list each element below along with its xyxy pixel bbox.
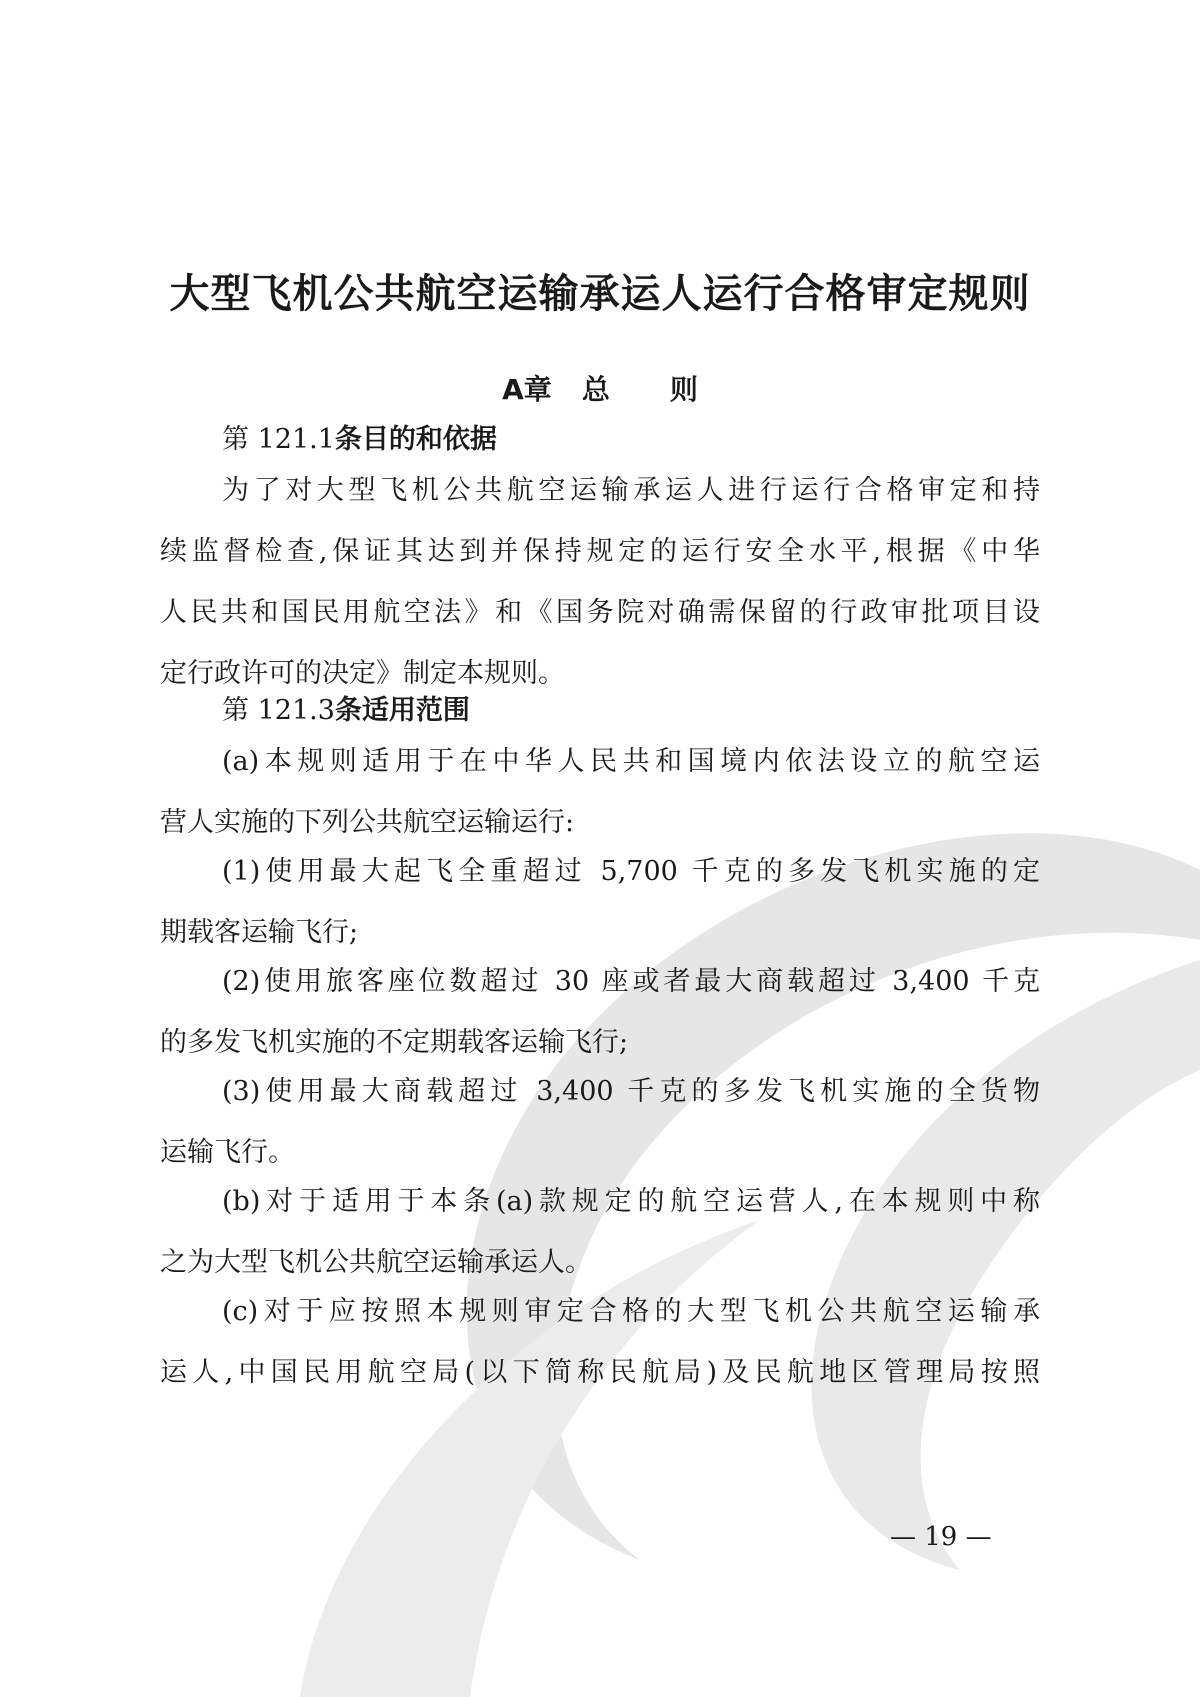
article-title: 条目的和依据 bbox=[334, 424, 497, 455]
paragraph-line: (c)对于应按照本规则审定合格的大型飞机公共航空运输承 bbox=[222, 1296, 1040, 1327]
paragraph-line: 的多发飞机实施的不定期载客运输飞行; bbox=[160, 1027, 629, 1058]
chapter-label: A章 bbox=[502, 373, 552, 406]
article-number: 第 121.1 bbox=[222, 424, 335, 455]
article-title: 条适用范围 bbox=[334, 695, 470, 726]
paragraph-line: 为了对大型飞机公共航空运输承运人进行运行合格审定和持 bbox=[222, 475, 1040, 506]
chapter-heading bbox=[0, 368, 1200, 408]
paragraph bbox=[160, 1281, 1040, 1403]
page-number: — 19 — bbox=[890, 1522, 992, 1552]
article-heading bbox=[222, 688, 470, 727]
chapter-name-part1: 总 bbox=[581, 373, 610, 406]
paragraph-line: 运输飞行。 bbox=[160, 1137, 295, 1168]
paragraph-line: (b)对于适用于本条(a)款规定的航空运营人,在本规则中称 bbox=[222, 1186, 1040, 1217]
article-heading bbox=[222, 417, 497, 456]
paragraph bbox=[160, 1171, 1040, 1293]
paragraph bbox=[160, 1061, 1040, 1183]
document-title: 大型飞机公共航空运输承运人运行合格审定规则 bbox=[169, 271, 1031, 317]
paragraph bbox=[160, 951, 1040, 1073]
paragraph-line: 运人,中国民用航空局(以下简称民航局)及民航地区管理局按照 bbox=[160, 1357, 1040, 1388]
paragraph-line: (1)使用最大起飞全重超过 5,700 千克的多发飞机实施的定 bbox=[222, 856, 1040, 887]
paragraph-line: 期载客运输飞行; bbox=[160, 917, 359, 948]
paragraph-line: (3)使用最大商载超过 3,400 千克的多发飞机实施的全货物 bbox=[222, 1076, 1040, 1107]
paragraph-line: 人民共和国民用航空法》和《国务院对确需保留的行政审批项目设 bbox=[160, 597, 1040, 628]
paragraph-line: 续监督检查,保证其达到并保持规定的运行安全水平,根据《中华 bbox=[160, 536, 1040, 567]
paragraph bbox=[160, 460, 1040, 704]
paragraph-line: 营人实施的下列公共航空运输运行: bbox=[160, 807, 575, 838]
paragraph-line: (2)使用旅客座位数超过 30 座或者最大商载超过 3,400 千克 bbox=[222, 966, 1040, 997]
chapter-name-part2: 则 bbox=[669, 373, 698, 406]
paragraph bbox=[160, 731, 1040, 853]
paragraph-line: 之为大型飞机公共航空运输承运人。 bbox=[160, 1247, 592, 1278]
article-number: 第 121.3 bbox=[222, 695, 335, 726]
paragraph-line: 定行政许可的决定》制定本规则。 bbox=[160, 658, 565, 689]
paragraph-line: (a)本规则适用于在中华人民共和国境内依法设立的航空运 bbox=[222, 746, 1040, 777]
paragraph bbox=[160, 841, 1040, 963]
